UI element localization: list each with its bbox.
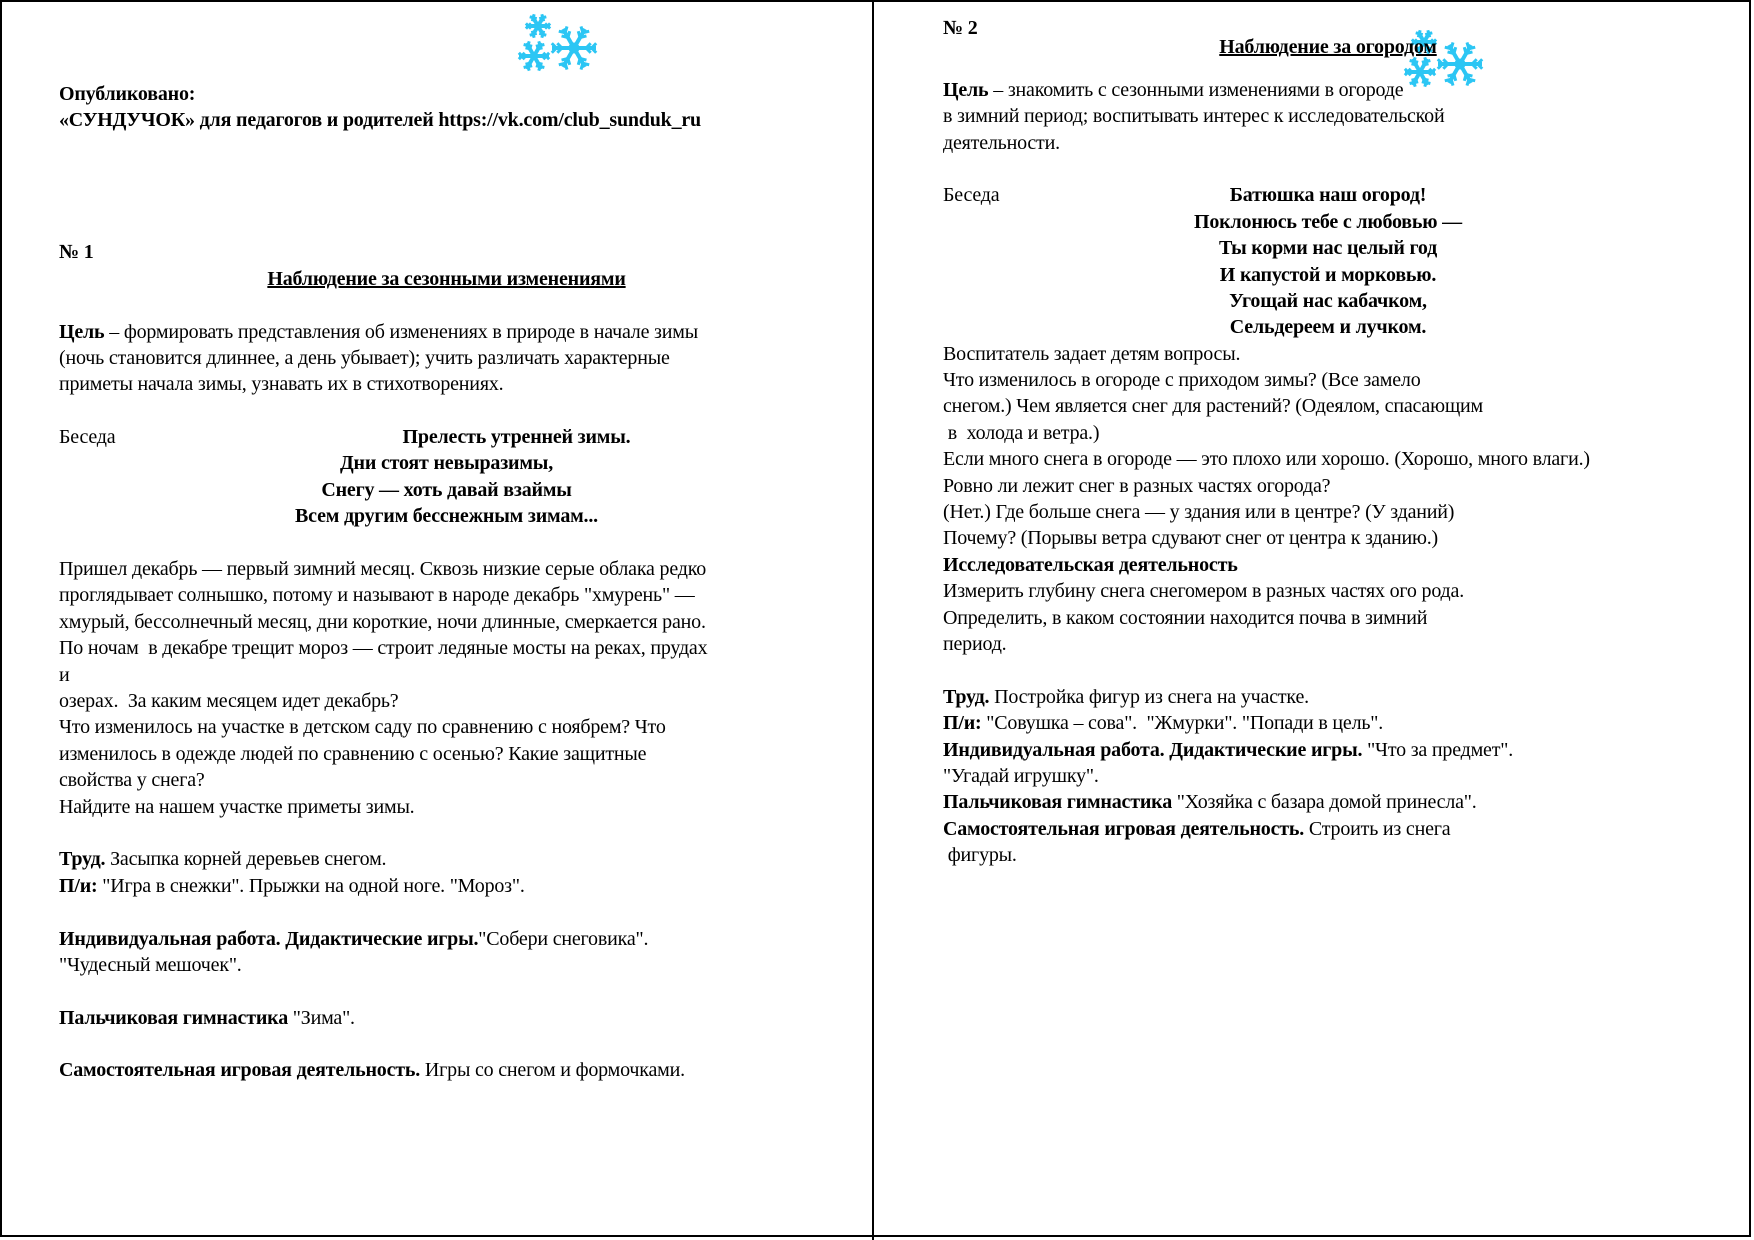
text: Определить, в каком состоянии находится почва в зимний xyxy=(943,606,1428,629)
bold-text: Труд. xyxy=(943,685,990,708)
text: Строить из снега xyxy=(1304,817,1451,840)
text: "Угадай игрушку". xyxy=(943,764,1099,787)
text-line xyxy=(59,239,834,265)
text: приметы начала зимы, узнавать их в стихотворениях. xyxy=(59,373,504,396)
text: снегом.) Чем является снег для растений? (Одеялом, спасающим xyxy=(943,395,1484,418)
text-line xyxy=(943,182,1713,208)
text-line xyxy=(943,578,1713,604)
bold-text: Ты корми нас целый год xyxy=(1218,237,1438,260)
text-line xyxy=(59,767,834,793)
text: хмурый, бессолнечный месяц, дни короткие, ночи длинные, смеркается рано. xyxy=(59,610,706,633)
text: "Собери снеговика". xyxy=(478,927,649,950)
text-line xyxy=(943,446,1713,472)
right-page xyxy=(943,15,1713,869)
text: – формировать представления об изменениях в природе в начале зимы xyxy=(104,320,698,343)
bold-text: П/и: xyxy=(59,874,98,897)
text: и xyxy=(59,663,70,686)
bold-text: Индивидуальная работа. Дидактические игры. xyxy=(59,927,479,950)
text-line xyxy=(943,684,1713,710)
text-line xyxy=(943,499,1713,525)
text-line xyxy=(59,107,834,133)
section-title: Наблюдение за сезонными изменениями xyxy=(267,267,626,290)
bold-text: Цель xyxy=(59,320,105,343)
text: проглядывает солнышко, потому и называют в народе декабрь "хмурень" — xyxy=(59,584,695,607)
text: озерах. За каким месяцем идет декабрь? xyxy=(59,689,399,712)
text-line xyxy=(943,816,1713,842)
text: период. xyxy=(943,632,1007,655)
bold-text: Труд. xyxy=(59,848,106,871)
blank-line xyxy=(59,292,834,318)
text-line xyxy=(943,605,1713,631)
text-line xyxy=(943,262,1713,288)
text-line xyxy=(59,794,834,820)
text: "Совушка – сова". "Жмурки". "Попади в цель". xyxy=(981,712,1384,735)
text-line xyxy=(59,503,834,529)
bold-text: П/и: xyxy=(943,712,982,735)
blank-line xyxy=(59,820,834,846)
bold-text: № 2 xyxy=(943,17,978,39)
text-line xyxy=(943,103,1713,129)
text: Что изменилось в огороде с приходом зимы? (Все замело xyxy=(943,369,1421,392)
conversation-label: Беседа xyxy=(943,184,1000,207)
text-line xyxy=(59,952,834,978)
text-line xyxy=(943,209,1713,235)
text: (ночь становится длиннее, а день убывает); учить различать характерные xyxy=(59,346,670,369)
text: "Игра в снежки". Прыжки на одной ноге. "Мороз". xyxy=(97,874,525,897)
text: "Зима". xyxy=(288,1006,355,1029)
text-line xyxy=(943,631,1713,657)
text-line xyxy=(59,846,834,872)
bold-text: Исследовательская деятельность xyxy=(943,553,1238,576)
text: Ровно ли лежит снег в разных частях огорода? xyxy=(943,474,1331,497)
text: в холода и ветра.) xyxy=(943,421,1100,444)
text-line xyxy=(943,552,1713,578)
text-line xyxy=(59,81,834,107)
text-line xyxy=(943,77,1713,103)
text: свойства у снега? xyxy=(59,769,205,792)
bold-text: Поклонюсь тебе с любовью — xyxy=(1194,210,1462,233)
left-page xyxy=(59,81,834,1084)
text: Пришел декабрь — первый зимний месяц. Сквозь низкие серые облака редко xyxy=(59,558,707,581)
text: деятельности. xyxy=(943,131,1060,154)
bold-text: Сельдереем и лучком. xyxy=(1229,316,1427,339)
text: фигуры. xyxy=(943,844,1017,867)
text-line xyxy=(943,367,1713,393)
bold-text: Угощай нас кабачком, xyxy=(1229,289,1427,312)
text: По ночам в декабре трещит мороз — строит ледяные мосты на реках, прудах xyxy=(59,637,708,660)
text: Найдите на нашем участке приметы зимы. xyxy=(59,795,415,818)
text-line xyxy=(59,688,834,714)
bold-text: Индивидуальная работа. Дидактические игры. xyxy=(943,738,1363,761)
text-line xyxy=(59,424,834,450)
text: – знакомить с сезонными изменениями в огороде xyxy=(988,78,1404,101)
bold-text: № 1 xyxy=(59,241,94,264)
text: "Что за предмет". xyxy=(1362,738,1514,761)
text-line xyxy=(59,450,834,476)
text-line xyxy=(59,635,834,661)
text: Если много снега в огороде — это плохо или хорошо. (Хорошо, много влаги.) xyxy=(943,448,1590,471)
text: Что изменилось на участке в детском саду по сравнению с ноябрем? Что xyxy=(59,716,666,739)
text-line xyxy=(59,1057,834,1083)
text: "Чудесный мешочек". xyxy=(59,953,242,976)
text-line xyxy=(59,266,834,292)
text-line xyxy=(943,288,1713,314)
text-line xyxy=(943,235,1713,261)
conversation-label: Беседа xyxy=(59,426,116,449)
text-line xyxy=(943,420,1713,446)
bold-text: И капустой и морковью. xyxy=(1219,263,1437,286)
text-line xyxy=(59,371,834,397)
text-line xyxy=(59,741,834,767)
text-line xyxy=(943,737,1713,763)
text-line xyxy=(59,926,834,952)
bold-text: Всем другим бесснежным зимам... xyxy=(295,505,598,528)
blank-line xyxy=(943,657,1713,683)
text-line xyxy=(59,714,834,740)
bold-text: Опубликовано: xyxy=(59,83,196,105)
text-line xyxy=(943,314,1713,340)
bold-text: Батюшка наш огород! xyxy=(1229,184,1427,207)
text: Постройка фигур из снега на участке. xyxy=(989,685,1309,708)
text-line xyxy=(59,873,834,899)
text-line xyxy=(59,609,834,635)
text: Игры со снегом и формочками. xyxy=(420,1059,685,1082)
blank-line xyxy=(59,398,834,424)
bold-text: «СУНДУЧОК» для педагогов и родителей https://vk.com/club_sunduk_ru xyxy=(59,109,701,132)
text: изменилось в одежде людей по сравнению с осенью? Какие защитные xyxy=(59,742,647,765)
text: Измерить глубину снега снегомером в разных частях ого рода. xyxy=(943,580,1465,603)
text-line xyxy=(943,34,1713,60)
text-line xyxy=(943,393,1713,419)
page-divider xyxy=(872,0,874,1240)
bold-text: Прелесть утренней зимы. xyxy=(402,426,631,449)
bold-text: Цель xyxy=(943,78,989,101)
text-line xyxy=(59,556,834,582)
text: "Хозяйка с базара домой принесла". xyxy=(1172,791,1477,814)
text-line xyxy=(59,319,834,345)
blank-line xyxy=(59,160,834,186)
blank-line xyxy=(59,134,834,160)
text-line xyxy=(943,763,1713,789)
text-line xyxy=(59,345,834,371)
text-line xyxy=(943,525,1713,551)
blank-line xyxy=(59,213,834,239)
bold-text: Пальчиковая гимнастика xyxy=(943,791,1172,814)
text-line xyxy=(943,710,1713,736)
text: Засыпка корней деревьев снегом. xyxy=(105,848,387,871)
blank-line xyxy=(59,899,834,925)
bold-text: Самостоятельная игровая деятельность. xyxy=(943,817,1305,840)
text-line xyxy=(943,842,1713,868)
bold-text: Самостоятельная игровая деятельность. xyxy=(59,1059,421,1082)
bold-text: Снегу — хоть давай взаймы xyxy=(321,478,572,501)
text-line xyxy=(943,130,1713,156)
text: (Нет.) Где больше снега — у здания или в центре? (У зданий) xyxy=(943,501,1455,524)
blank-line xyxy=(59,530,834,556)
bold-text: Дни стоят невыразимы, xyxy=(339,452,554,475)
text: Воспитатель задает детям вопросы. xyxy=(943,342,1241,365)
text-line xyxy=(59,662,834,688)
text-line xyxy=(59,477,834,503)
snowflakes-left-icon xyxy=(516,12,598,76)
blank-line xyxy=(943,156,1713,182)
text-line xyxy=(59,582,834,608)
blank-line xyxy=(59,187,834,213)
text-line xyxy=(943,473,1713,499)
text: в зимний период; воспитывать интерес к исследовательской xyxy=(943,105,1445,128)
section-title: Наблюдение за огородом xyxy=(1219,36,1437,59)
text-line xyxy=(943,789,1713,815)
bold-text: Пальчиковая гимнастика xyxy=(59,1006,288,1029)
text: Почему? (Порывы ветра сдувают снег от центра к зданию.) xyxy=(943,527,1439,550)
text-line xyxy=(59,1005,834,1031)
blank-line xyxy=(59,978,834,1004)
text-line xyxy=(943,341,1713,367)
blank-line xyxy=(59,1031,834,1057)
